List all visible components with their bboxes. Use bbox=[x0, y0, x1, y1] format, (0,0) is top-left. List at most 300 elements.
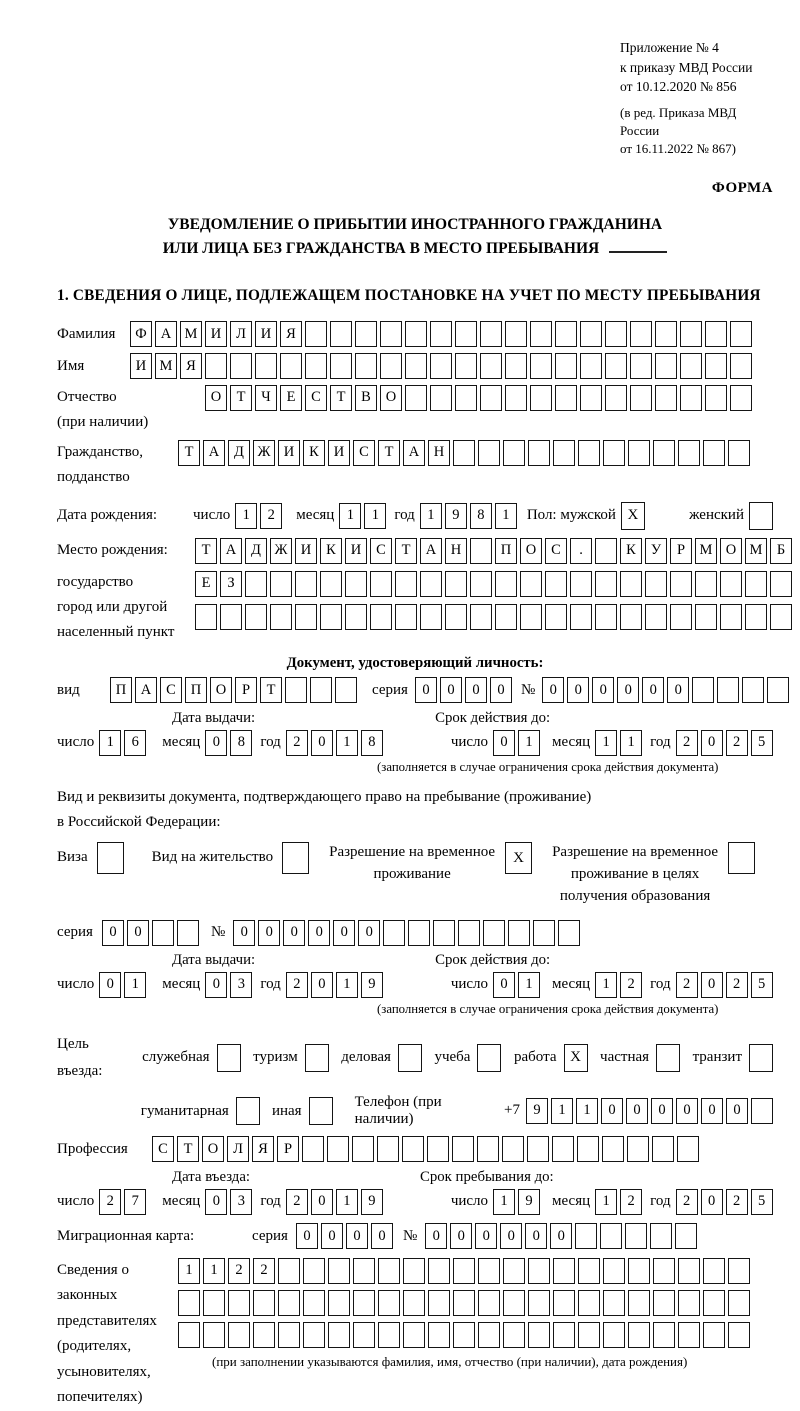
char-cell bbox=[570, 604, 592, 630]
char-cell bbox=[580, 385, 602, 411]
char-cell: О bbox=[720, 538, 742, 564]
char-cell bbox=[428, 1290, 450, 1316]
amendment-line: от 16.11.2022 № 867) bbox=[620, 141, 737, 157]
char-cell bbox=[310, 677, 332, 703]
surname-label: Фамилия bbox=[57, 325, 116, 342]
restriction-note: (заполняется в случае ограничения срока действия документа) bbox=[377, 759, 719, 774]
char-cell bbox=[625, 1223, 647, 1249]
birth-year-boxes bbox=[420, 503, 517, 529]
purpose-humanitarian-checkbox bbox=[236, 1097, 260, 1125]
char-cell: 1 bbox=[551, 1098, 573, 1124]
char-cell bbox=[620, 604, 642, 630]
stay-day bbox=[493, 1189, 540, 1215]
char-cell bbox=[630, 385, 652, 411]
form-title-line1: УВЕДОМЛЕНИЕ О ПРИБЫТИИ ИНОСТРАННОГО ГРАЖДАНИНА bbox=[167, 216, 663, 234]
char-cell bbox=[455, 321, 477, 347]
char-cell bbox=[595, 538, 617, 564]
char-cell bbox=[328, 1322, 350, 1348]
char-cell bbox=[745, 604, 767, 630]
char-cell bbox=[495, 604, 517, 630]
char-cell bbox=[655, 321, 677, 347]
char-cell: Я bbox=[280, 321, 302, 347]
section1-heading: 1. СВЕДЕНИЯ О ЛИЦЕ, ПОДЛЕЖАЩЕМ ПОСТАНОВКЕ НА УЧЕТ ПО МЕСТУ ПРЕБЫВАНИЯ bbox=[57, 286, 761, 304]
char-cell bbox=[378, 1290, 400, 1316]
char-cell bbox=[627, 1136, 649, 1162]
char-cell: С bbox=[370, 538, 392, 564]
day-label: число bbox=[450, 1193, 489, 1209]
char-cell bbox=[630, 321, 652, 347]
year-label: год bbox=[650, 734, 671, 751]
char-cell: . bbox=[570, 538, 592, 564]
char-cell bbox=[655, 385, 677, 411]
char-cell: 1 bbox=[576, 1098, 598, 1124]
char-cell: 0 bbox=[542, 677, 564, 703]
char-cell bbox=[395, 571, 417, 597]
birthplace-row3 bbox=[195, 604, 792, 630]
char-cell bbox=[452, 1136, 474, 1162]
char-cell: 0 bbox=[205, 1189, 227, 1215]
purpose-opt-label: иная bbox=[271, 1102, 302, 1119]
identity-kind-boxes bbox=[110, 677, 357, 703]
char-cell: А bbox=[220, 538, 242, 564]
purpose-private-checkbox bbox=[656, 1044, 680, 1072]
char-cell bbox=[178, 1290, 200, 1316]
char-cell: Ф bbox=[130, 321, 152, 347]
char-cell: И bbox=[255, 321, 277, 347]
char-cell bbox=[605, 385, 627, 411]
char-cell: 2 bbox=[286, 730, 308, 756]
char-cell: 2 bbox=[253, 1258, 275, 1284]
char-cell bbox=[728, 1290, 750, 1316]
char-cell: 1 bbox=[595, 730, 617, 756]
char-cell bbox=[520, 604, 542, 630]
representatives-label: Сведения о законных представителях (родителях, усыновителях, попечителях) bbox=[57, 1261, 157, 1405]
visa-checkbox bbox=[97, 842, 124, 874]
char-cell bbox=[470, 538, 492, 564]
char-cell bbox=[477, 1136, 499, 1162]
char-cell bbox=[470, 571, 492, 597]
char-cell bbox=[680, 385, 702, 411]
char-cell: 0 bbox=[475, 1223, 497, 1249]
char-cell bbox=[528, 1290, 550, 1316]
char-cell bbox=[478, 1258, 500, 1284]
year-label: год bbox=[394, 507, 415, 524]
char-cell: С bbox=[152, 1136, 174, 1162]
char-cell bbox=[578, 1290, 600, 1316]
char-cell bbox=[427, 1136, 449, 1162]
profession-label: Профессия bbox=[57, 1140, 128, 1157]
char-cell bbox=[305, 353, 327, 379]
char-cell: Р bbox=[670, 538, 692, 564]
char-cell: 0 bbox=[205, 972, 227, 998]
char-cell bbox=[383, 920, 405, 946]
char-cell bbox=[555, 353, 577, 379]
char-cell bbox=[720, 571, 742, 597]
char-cell: 0 bbox=[500, 1223, 522, 1249]
purpose-opt-label: работа bbox=[514, 1049, 557, 1065]
identity-valid-month bbox=[595, 730, 642, 756]
residence-permit-label: Вид на жительство bbox=[151, 849, 274, 866]
char-cell: 1 bbox=[495, 503, 517, 529]
char-cell: 8 bbox=[230, 730, 252, 756]
char-cell bbox=[503, 1290, 525, 1316]
char-cell: 0 bbox=[99, 972, 121, 998]
char-cell bbox=[653, 1322, 675, 1348]
char-cell: Н bbox=[428, 440, 450, 466]
char-cell: 0 bbox=[676, 1098, 698, 1124]
identity-valid-day bbox=[493, 730, 540, 756]
char-cell: Л bbox=[227, 1136, 249, 1162]
char-cell: 1 bbox=[620, 730, 642, 756]
char-cell bbox=[245, 604, 267, 630]
purpose-opt-label: туризм bbox=[253, 1049, 298, 1065]
birthplace-row1 bbox=[195, 538, 792, 564]
representatives-row3 bbox=[178, 1322, 750, 1348]
char-cell bbox=[558, 920, 580, 946]
month-label: месяц bbox=[162, 976, 201, 992]
char-cell bbox=[320, 571, 342, 597]
char-cell: 5 bbox=[751, 1189, 773, 1215]
char-cell: О bbox=[520, 538, 542, 564]
char-cell bbox=[453, 440, 475, 466]
char-cell bbox=[303, 1258, 325, 1284]
representatives-row2 bbox=[178, 1290, 750, 1316]
char-cell: 0 bbox=[333, 920, 355, 946]
char-cell: О bbox=[210, 677, 232, 703]
char-cell: 0 bbox=[567, 677, 589, 703]
migration-series-boxes bbox=[296, 1223, 393, 1249]
char-cell bbox=[570, 571, 592, 597]
char-cell bbox=[328, 1290, 350, 1316]
char-cell: И bbox=[130, 353, 152, 379]
char-cell: 0 bbox=[346, 1223, 368, 1249]
appendix-block bbox=[620, 38, 773, 97]
char-cell: И bbox=[295, 538, 317, 564]
amendment-block bbox=[620, 104, 773, 159]
char-cell bbox=[177, 920, 199, 946]
char-cell bbox=[203, 1322, 225, 1348]
char-cell: М bbox=[155, 353, 177, 379]
char-cell bbox=[628, 1290, 650, 1316]
firstname-label: Имя bbox=[57, 357, 85, 374]
char-cell bbox=[278, 1322, 300, 1348]
char-cell: 6 bbox=[124, 730, 146, 756]
char-cell bbox=[303, 1322, 325, 1348]
char-cell bbox=[478, 1322, 500, 1348]
char-cell bbox=[678, 1258, 700, 1284]
char-cell bbox=[228, 1322, 250, 1348]
char-cell bbox=[527, 1136, 549, 1162]
char-cell bbox=[480, 353, 502, 379]
char-cell bbox=[428, 1258, 450, 1284]
char-cell bbox=[630, 353, 652, 379]
char-cell: П bbox=[185, 677, 207, 703]
year-label: год bbox=[260, 734, 281, 751]
char-cell bbox=[703, 1322, 725, 1348]
identity-issue-day bbox=[99, 730, 146, 756]
char-cell bbox=[403, 1258, 425, 1284]
char-cell: 0 bbox=[701, 1189, 723, 1215]
char-cell: 0 bbox=[550, 1223, 572, 1249]
char-cell bbox=[675, 1223, 697, 1249]
char-cell bbox=[430, 385, 452, 411]
firstname-row bbox=[57, 353, 773, 380]
purpose-opt-label: транзит bbox=[692, 1049, 742, 1065]
char-cell bbox=[420, 571, 442, 597]
birthdate-label: Дата рождения: bbox=[57, 507, 158, 524]
char-cell bbox=[405, 385, 427, 411]
char-cell: 0 bbox=[308, 920, 330, 946]
char-cell bbox=[278, 1290, 300, 1316]
representatives-rows bbox=[178, 1258, 750, 1370]
char-cell: 0 bbox=[415, 677, 437, 703]
char-cell bbox=[670, 571, 692, 597]
residence-dates-row bbox=[57, 972, 773, 998]
char-cell: 2 bbox=[228, 1258, 250, 1284]
char-cell bbox=[453, 1258, 475, 1284]
char-cell: 1 bbox=[339, 503, 361, 529]
entry-month bbox=[205, 1189, 252, 1215]
char-cell bbox=[703, 440, 725, 466]
char-cell: 7 bbox=[124, 1189, 146, 1215]
char-cell bbox=[717, 677, 739, 703]
char-cell bbox=[628, 440, 650, 466]
char-cell: Е bbox=[280, 385, 302, 411]
identity-number-boxes bbox=[542, 677, 789, 703]
char-cell bbox=[680, 353, 702, 379]
day-label: число bbox=[57, 734, 95, 751]
char-cell bbox=[720, 604, 742, 630]
char-cell bbox=[578, 1322, 600, 1348]
char-cell: 0 bbox=[493, 730, 515, 756]
month-label: месяц bbox=[162, 734, 201, 751]
char-cell: М bbox=[180, 321, 202, 347]
char-cell bbox=[767, 677, 789, 703]
residence-permit-checkbox bbox=[282, 842, 309, 874]
char-cell: 2 bbox=[286, 1189, 308, 1215]
char-cell: 2 bbox=[726, 730, 748, 756]
char-cell bbox=[703, 1258, 725, 1284]
char-cell: 9 bbox=[361, 972, 383, 998]
identity-dates-row bbox=[57, 730, 773, 756]
char-cell bbox=[528, 1322, 550, 1348]
purpose-row bbox=[57, 1031, 773, 1085]
temp-residence-edu-checkbox bbox=[728, 842, 755, 874]
char-cell bbox=[330, 353, 352, 379]
char-cell bbox=[403, 1290, 425, 1316]
char-cell bbox=[578, 440, 600, 466]
char-cell bbox=[178, 1322, 200, 1348]
char-cell: 0 bbox=[321, 1223, 343, 1249]
year-label: год bbox=[260, 976, 281, 992]
char-cell bbox=[270, 604, 292, 630]
phone-boxes bbox=[526, 1098, 773, 1124]
identity-series-boxes bbox=[415, 677, 512, 703]
citizenship-label: Гражданство, подданство bbox=[57, 443, 144, 485]
char-cell: 1 bbox=[336, 1189, 358, 1215]
identity-kind-row bbox=[57, 677, 773, 704]
char-cell bbox=[302, 1136, 324, 1162]
char-cell bbox=[195, 604, 217, 630]
char-cell bbox=[602, 1136, 624, 1162]
residence-valid-year bbox=[676, 972, 773, 998]
char-cell bbox=[545, 604, 567, 630]
char-cell bbox=[508, 920, 530, 946]
char-cell: Т bbox=[195, 538, 217, 564]
char-cell: 0 bbox=[233, 920, 255, 946]
char-cell: М bbox=[745, 538, 767, 564]
char-cell bbox=[430, 321, 452, 347]
residence-issue-year bbox=[286, 972, 383, 998]
char-cell bbox=[278, 1258, 300, 1284]
char-cell: 0 bbox=[626, 1098, 648, 1124]
char-cell bbox=[695, 604, 717, 630]
char-cell: И bbox=[205, 321, 227, 347]
char-cell bbox=[553, 1258, 575, 1284]
char-cell bbox=[305, 321, 327, 347]
char-cell: 2 bbox=[676, 1189, 698, 1215]
char-cell: О bbox=[380, 385, 402, 411]
char-cell: 8 bbox=[470, 503, 492, 529]
char-cell bbox=[455, 385, 477, 411]
char-cell bbox=[730, 353, 752, 379]
day-label: число bbox=[193, 507, 231, 524]
day-label: число bbox=[450, 734, 489, 751]
char-cell bbox=[603, 1322, 625, 1348]
birthplace-label: Место рождения: государство город или другой населенный пункт bbox=[57, 541, 175, 640]
char-cell: Я bbox=[252, 1136, 274, 1162]
day-label: число bbox=[57, 1193, 95, 1209]
purpose-opt-label: учеба bbox=[434, 1049, 471, 1065]
residence-number-boxes bbox=[233, 920, 580, 946]
firstname-boxes bbox=[130, 353, 752, 379]
char-cell: И bbox=[278, 440, 300, 466]
char-cell bbox=[403, 1322, 425, 1348]
char-cell: 0 bbox=[296, 1223, 318, 1249]
char-cell bbox=[505, 321, 527, 347]
char-cell bbox=[730, 385, 752, 411]
char-cell: 9 bbox=[526, 1098, 548, 1124]
char-cell: Т bbox=[395, 538, 417, 564]
char-cell bbox=[480, 385, 502, 411]
char-cell: 9 bbox=[518, 1189, 540, 1215]
residence-issue-day bbox=[99, 972, 146, 998]
year-label: год bbox=[650, 1193, 671, 1209]
char-cell bbox=[230, 353, 252, 379]
char-cell: 2 bbox=[620, 1189, 642, 1215]
number-label: № bbox=[520, 681, 536, 698]
char-cell: Т bbox=[177, 1136, 199, 1162]
birthplace-block bbox=[57, 538, 786, 645]
char-cell: 5 bbox=[751, 972, 773, 998]
char-cell bbox=[575, 1223, 597, 1249]
month-label: месяц bbox=[162, 1193, 201, 1209]
char-cell: Л bbox=[230, 321, 252, 347]
char-cell: 0 bbox=[450, 1223, 472, 1249]
char-cell: 0 bbox=[490, 677, 512, 703]
char-cell bbox=[555, 321, 577, 347]
char-cell: 0 bbox=[127, 920, 149, 946]
char-cell bbox=[703, 1290, 725, 1316]
char-cell: 0 bbox=[311, 730, 333, 756]
residence-valid-month bbox=[595, 972, 642, 998]
char-cell bbox=[353, 1322, 375, 1348]
residence-options-row bbox=[57, 842, 773, 907]
stay-month bbox=[595, 1189, 642, 1215]
char-cell bbox=[478, 440, 500, 466]
char-cell bbox=[203, 1290, 225, 1316]
char-cell bbox=[355, 353, 377, 379]
char-cell bbox=[378, 1258, 400, 1284]
char-cell: Ж bbox=[253, 440, 275, 466]
phone-prefix: +7 bbox=[504, 1102, 521, 1118]
restriction-note: (заполняется в случае ограничения срока действия документа) bbox=[377, 1001, 719, 1016]
sex-male-label: Пол: мужской bbox=[526, 507, 616, 524]
char-cell bbox=[655, 353, 677, 379]
char-cell: 0 bbox=[701, 730, 723, 756]
citizenship-boxes bbox=[178, 440, 750, 466]
month-label: месяц bbox=[552, 976, 591, 992]
char-cell bbox=[705, 321, 727, 347]
entry-date-heads bbox=[57, 1169, 773, 1186]
char-cell: 0 bbox=[358, 920, 380, 946]
char-cell bbox=[600, 1223, 622, 1249]
char-cell: 0 bbox=[617, 677, 639, 703]
char-cell bbox=[728, 1258, 750, 1284]
char-cell: 2 bbox=[726, 1189, 748, 1215]
char-cell bbox=[552, 1136, 574, 1162]
char-cell bbox=[578, 1258, 600, 1284]
char-cell bbox=[628, 1258, 650, 1284]
birth-month-boxes bbox=[339, 503, 386, 529]
char-cell: К bbox=[620, 538, 642, 564]
year-label: год bbox=[260, 1193, 281, 1209]
char-cell: Т bbox=[260, 677, 282, 703]
char-cell: 1 bbox=[595, 972, 617, 998]
title-blank-line bbox=[609, 239, 667, 253]
char-cell bbox=[530, 321, 552, 347]
surname-row bbox=[57, 321, 773, 348]
char-cell bbox=[770, 604, 792, 630]
valid-until-label: Срок действия до: bbox=[435, 709, 551, 726]
char-cell: А bbox=[203, 440, 225, 466]
char-cell: 2 bbox=[726, 972, 748, 998]
char-cell bbox=[503, 1258, 525, 1284]
char-cell bbox=[253, 1322, 275, 1348]
char-cell bbox=[478, 1290, 500, 1316]
char-cell bbox=[405, 353, 427, 379]
purpose-tourism-checkbox bbox=[305, 1044, 329, 1072]
month-label: месяц bbox=[552, 734, 591, 751]
char-cell bbox=[678, 440, 700, 466]
series-label: серия bbox=[372, 681, 408, 698]
char-cell: И bbox=[345, 538, 367, 564]
char-cell bbox=[378, 1322, 400, 1348]
stay-until-label: Срок пребывания до: bbox=[420, 1168, 554, 1185]
appendix-line: Приложение № 4 bbox=[620, 40, 719, 55]
char-cell bbox=[520, 571, 542, 597]
issue-date-label: Дата выдачи: bbox=[172, 709, 256, 726]
representatives-block bbox=[57, 1258, 773, 1411]
phone-label: Телефон (при наличии) bbox=[354, 1093, 442, 1127]
char-cell bbox=[270, 571, 292, 597]
migration-number-boxes bbox=[425, 1223, 697, 1249]
char-cell bbox=[205, 353, 227, 379]
identity-kind-label: вид bbox=[57, 681, 80, 698]
number-label: № bbox=[210, 924, 226, 940]
char-cell: Ч bbox=[255, 385, 277, 411]
birth-day-boxes bbox=[235, 503, 282, 529]
